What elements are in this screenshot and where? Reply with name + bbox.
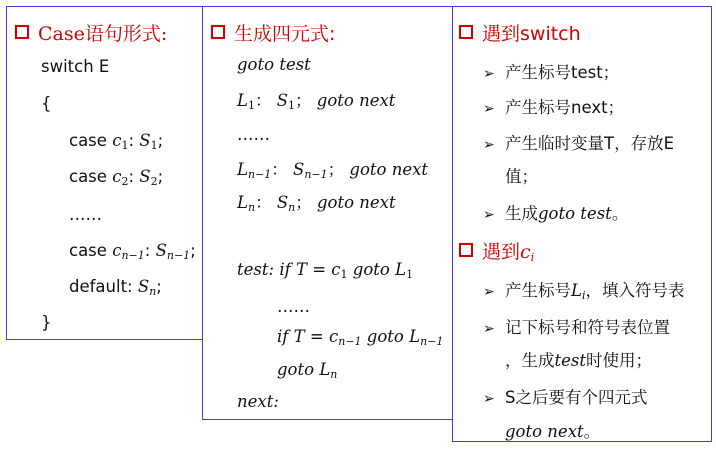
arrow-bullet-icon: ➢: [483, 101, 495, 117]
rule-item-test-label: ➢ 产生标号test；: [483, 63, 620, 82]
square-bullet-icon: [459, 243, 473, 257]
rule-item-goto-next: goto next。: [505, 422, 601, 441]
switch-rule-heading: 遇到switch: [459, 19, 581, 46]
switch-line: switch E: [41, 57, 110, 76]
arrow-bullet-icon: ➢: [483, 321, 495, 337]
rule-item-record-cont: ，生成test时使用；: [505, 351, 652, 370]
next-label-line: next:: [237, 392, 279, 411]
ci-rule-heading: 遇到$c_i$: [459, 237, 534, 264]
case-line-2: case $c_2$: $S_2$;: [69, 167, 164, 188]
quadruple-heading: 生成四元式:: [211, 19, 335, 46]
rule-item-record: ➢ 记下标号和符号表位置: [483, 318, 670, 337]
arrow-bullet-icon: ➢: [483, 391, 495, 407]
rules-panel: [452, 6, 712, 442]
quad-ellipsis-1: ……: [237, 125, 270, 144]
rule-item-goto-test: ➢ 生成goto test。: [483, 204, 629, 223]
square-bullet-icon: [211, 25, 225, 39]
quadruple-panel: [202, 6, 453, 420]
rule-item-li-label: ➢ 产生标号$L_i$，填入符号表: [483, 281, 685, 302]
rule-item-temp-var-cont: 值；: [505, 167, 538, 186]
goto-ln-line: goto $L_n$: [277, 360, 338, 381]
if-n-1-line: if $T = c_{n-1}$ goto $L_{n-1}$: [277, 327, 444, 348]
case-form-panel: [6, 6, 203, 340]
case-form-heading: Case语句形式:: [15, 19, 167, 46]
ln-1-line: $L_{n-1}$： $S_{n-1}$； goto next: [237, 160, 429, 181]
test-if-line: test: if $T = c_1$ goto $L_1$: [237, 260, 414, 281]
square-bullet-icon: [15, 25, 29, 39]
arrow-bullet-icon: ➢: [483, 66, 495, 82]
l1-line: $L_1$： $S_1$； goto next: [237, 91, 396, 112]
case-line-n-1: case $c_{n-1}$: $S_{n-1}$;: [69, 241, 196, 262]
rule-item-temp-var: ➢ 产生临时变量T，存放E: [483, 134, 675, 153]
arrow-bullet-icon: ➢: [483, 137, 495, 153]
ln-line: $L_n$： $S_n$； goto next: [237, 193, 396, 214]
default-line: default: $S_n$;: [69, 277, 162, 298]
case-line-1: case $c_1$: $S_1$;: [69, 131, 164, 152]
goto-test-line: goto test: [237, 55, 311, 74]
close-brace: }: [41, 313, 52, 332]
rule-item-next-label: ➢ 产生标号next；: [483, 98, 625, 117]
arrow-bullet-icon: ➢: [483, 207, 495, 223]
arrow-bullet-icon: ➢: [483, 284, 495, 300]
rule-item-after-s: ➢ S之后要有个四元式: [483, 388, 648, 407]
square-bullet-icon: [459, 25, 473, 39]
quad-ellipsis-2: ……: [277, 297, 310, 316]
open-brace: {: [41, 94, 52, 113]
case-ellipsis: ……: [69, 205, 102, 224]
